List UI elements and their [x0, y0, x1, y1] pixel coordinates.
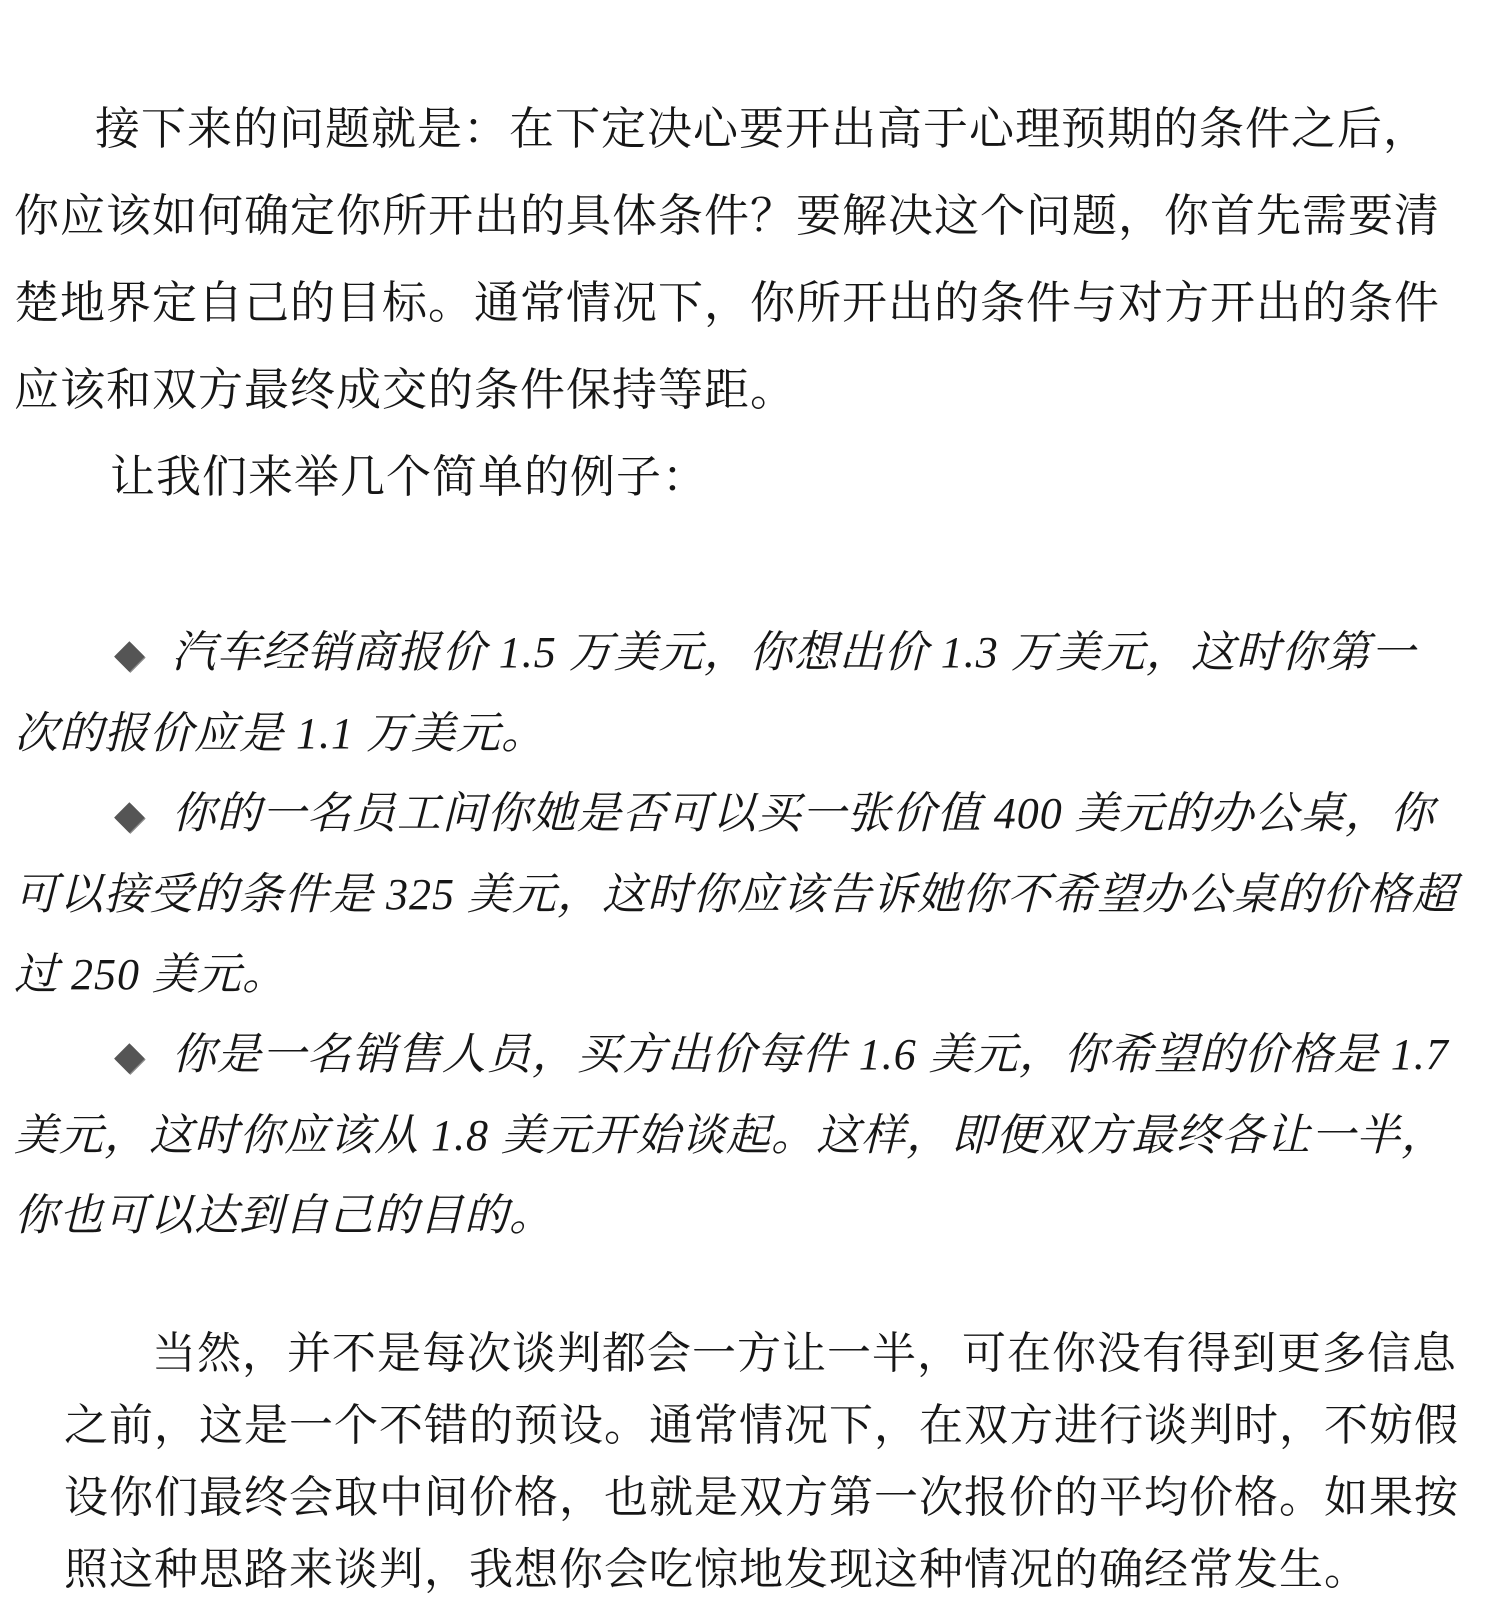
text-line: 可以接受的条件是 325 美元，这时你应该告诉她你不希望办公桌的价格超 [14, 870, 1457, 919]
bullet-text: 你是一名销售人员，买方出价每件 1.6 美元，你希望的价格是 1.7 [171, 1030, 1449, 1079]
text-line: 楚地界定自己的目标。通常情况下，你所开出的条件与对方开出的条件 [14, 278, 1441, 328]
diamond-bullet-icon: ◆ [114, 1033, 146, 1078]
list-item-salesperson [14, 1015, 1449, 1256]
list-item-car-dealer [14, 613, 1432, 774]
diamond-bullet-icon: ◆ [114, 792, 146, 837]
paragraph-closing [64, 1318, 1459, 1600]
text-line: 次的报价应是 1.1 万美元。 [14, 709, 546, 758]
paragraph-lead-in [14, 434, 1432, 521]
text-line: 美元，这时你应该从 1.8 美元开始谈起。这样，即便双方最终各让一半， [14, 1111, 1446, 1160]
text-line: 你应该如何确定你所开出的具体条件？要解决这个问题，你首先需要清 [14, 191, 1441, 241]
text-line: 你也可以达到自己的目的。 [14, 1191, 554, 1240]
example-list [14, 613, 1457, 1256]
text-line: 过 250 美元。 [14, 950, 287, 999]
text-line: 接下来的问题就是：在下定决心要开出高于心理预期的条件之后， [95, 104, 1430, 154]
text-line: 当然，并不是每次谈判都会一方让一半，可在你没有得到更多信息 [152, 1329, 1457, 1378]
text-line: 设你们最终会取中间价格，也就是双方第一次报价的平均价格。如果按 [64, 1473, 1459, 1522]
text-line [14, 613, 1432, 694]
text-line: 照这种思路来谈判，我想你会吃惊地发现这种情况的确经常发生。 [64, 1545, 1369, 1594]
paragraph-intro [14, 86, 1441, 434]
text-line [14, 1015, 1449, 1096]
text-line [14, 774, 1435, 855]
text-line: 应该和双方最终成交的条件保持等距。 [14, 365, 797, 415]
text-line: 让我们来举几个简单的例子： [110, 452, 709, 502]
bullet-text: 你的一名员工问你她是否可以买一张价值 400 美元的办公桌，你 [171, 789, 1435, 838]
text-line: 之前，这是一个不错的预设。通常情况下，在双方进行谈判时，不妨假 [64, 1401, 1459, 1450]
bullet-text: 汽车经销商报价 1.5 万美元，你想出价 1.3 万美元，这时你第一 [171, 628, 1416, 677]
diamond-bullet-icon: ◆ [114, 631, 146, 676]
list-item-office-desk [14, 774, 1457, 1015]
